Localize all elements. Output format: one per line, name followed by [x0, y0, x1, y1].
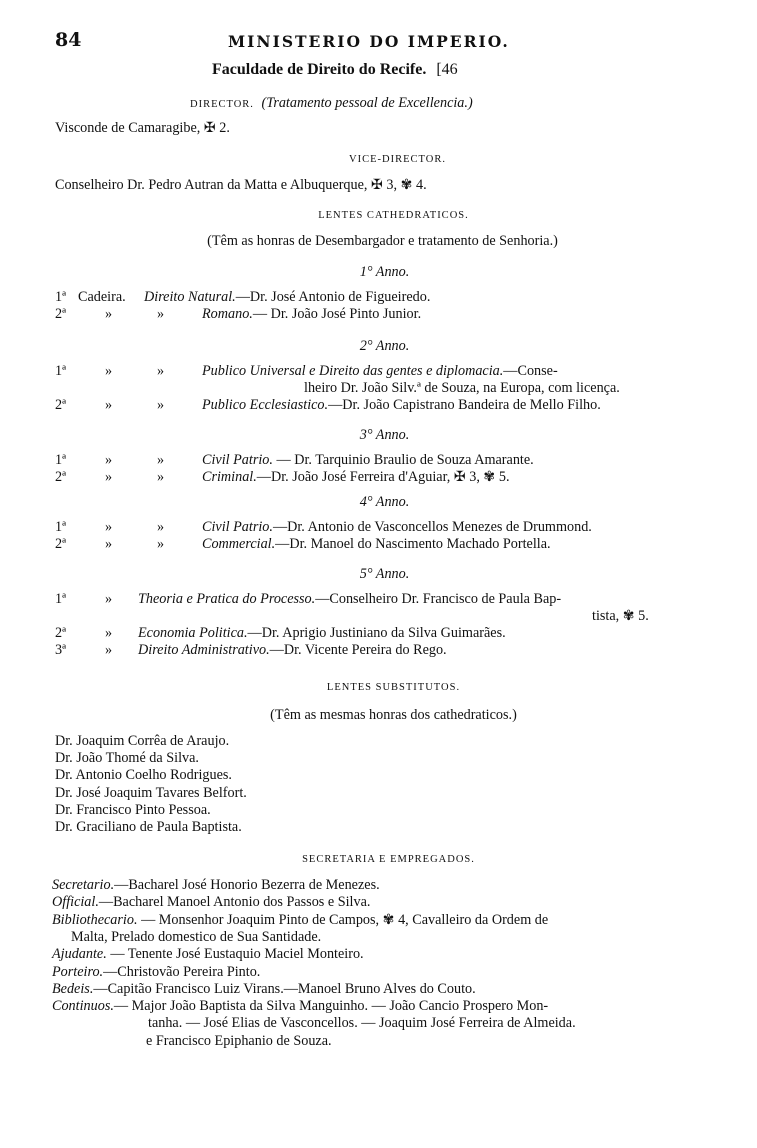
staff-role: Bibliothecario.: [52, 911, 138, 928]
staff-continuation: e Francisco Epiphanio de Souza.: [146, 1032, 332, 1049]
chair-subject: Criminal.: [202, 469, 257, 485]
chair-holder: — Dr. João José Pinto Junior.: [252, 306, 422, 322]
ditto-mark: »: [105, 536, 113, 552]
chair-number: 2ª: [55, 625, 67, 641]
staff-name: — Major João Baptista da Silva Manguinho. — João Cancio Prospero Mon-: [113, 998, 549, 1015]
faculty-title: Faculdade de Direito do Recife.: [212, 61, 427, 78]
chair-holder: —Conse-: [503, 363, 558, 379]
substitutos-label: LENTES SUBSTITUTOS.: [326, 682, 461, 693]
staff-continuation: tanha. — José Elias de Vasconcellos. — Joaquim José Ferreira de Almeida.: [148, 1015, 576, 1032]
ditto-mark: »: [105, 363, 113, 379]
chair-subject: Theoria e Pratica do Processo.: [138, 591, 316, 607]
staff-entry: [52, 998, 548, 1014]
chair-entry: [202, 452, 534, 468]
staff-entry: [52, 912, 548, 928]
ditto-mark: »: [105, 469, 113, 485]
chair-number: 2ª: [55, 397, 67, 413]
chair-number: 2ª: [55, 469, 67, 485]
staff-entry: [52, 964, 260, 980]
vice-director-label: VICE-DIRECTOR.: [349, 154, 446, 165]
chair-subject: Civil Patrio.: [202, 519, 273, 535]
director-heading: [190, 95, 473, 113]
ditto-mark: »: [157, 536, 165, 552]
year-heading: 1° Anno.: [359, 264, 410, 280]
secretaria-label: SECRETARIA E EMPREGADOS.: [302, 854, 475, 865]
chair-subject: Publico Ecclesiastico.: [202, 397, 329, 413]
faculty-heading: [212, 62, 458, 78]
substitute-name: Dr. Graciliano de Paula Baptista.: [55, 819, 242, 835]
staff-name: —Bacharel José Honorio Bezerra de Menezes.: [114, 877, 380, 893]
chair-entry: [202, 397, 601, 413]
chair-holder: —Dr. Aprigio Justiniano da Silva Guimarães.: [247, 625, 506, 641]
faculty-note: [46: [436, 61, 458, 78]
staff-name: —Bacharel Manoel Antonio dos Passos e Silva.: [98, 894, 371, 911]
chair-subject: Commercial.: [202, 536, 276, 552]
chair-number: 1ª: [55, 452, 67, 468]
ditto-mark: »: [157, 452, 165, 468]
staff-role: Bedeis.: [52, 980, 94, 997]
chair-number: 1ª: [55, 363, 67, 379]
cathedraticos-label: LENTES CATHEDRATICOS.: [318, 210, 469, 221]
substitute-name: Dr. Antonio Coelho Rodrigues.: [55, 767, 232, 784]
cathedraticos-honours: (Têm as honras de Desembargador e tratamento de Senhoria.): [207, 233, 558, 249]
chair-number: 1ª: [55, 289, 67, 305]
chair-subject: Direito Administrativo.: [138, 642, 270, 658]
chair-label: Cadeira.: [78, 289, 126, 305]
substitute-name: Dr. Joaquim Corrêa de Araujo.: [55, 733, 230, 749]
chair-entry: [202, 469, 510, 485]
chair-entry: [202, 306, 421, 322]
ditto-mark: »: [105, 625, 113, 641]
chair-subject: Direito Natural.: [144, 289, 236, 305]
ditto-mark: »: [157, 397, 165, 413]
chair-holder: —Dr. João Capistrano Bandeira de Mello Filho.: [328, 397, 601, 413]
chair-subject: Civil Patrio.: [202, 452, 273, 468]
staff-role: Secretario.: [52, 877, 115, 893]
ditto-mark: »: [105, 306, 113, 322]
chair-subject: Publico Universal e Direito das gentes e diplomacia.: [202, 363, 504, 379]
staff-entry: [52, 894, 370, 910]
chair-subject: Economia Politica.: [138, 625, 248, 641]
chair-number: 2ª: [55, 536, 67, 552]
page-number: 84: [55, 29, 82, 51]
chair-holder: —Dr. Antonio de Vasconcellos Menezes de Drummond.: [272, 519, 592, 535]
substitute-name: Dr. João Thomé da Silva.: [55, 750, 199, 767]
chair-holder: —Dr. Vicente Pereira do Rego.: [269, 642, 447, 658]
chair-holder: — Dr. Tarquinio Braulio de Souza Amarante.: [272, 452, 534, 468]
ditto-mark: »: [105, 591, 113, 607]
year-heading: 3° Anno.: [359, 427, 410, 443]
ditto-mark: »: [157, 363, 165, 379]
chair-entry: [144, 289, 430, 305]
substitute-name: Dr. José Joaquim Tavares Belfort.: [55, 784, 247, 801]
staff-name: —Capitão Francisco Luiz Virans.—Manoel Bruno Alves do Couto.: [93, 980, 476, 997]
chair-number: 1ª: [55, 591, 67, 607]
ditto-mark: »: [157, 306, 165, 322]
director-label: DIRECTOR.: [190, 99, 254, 110]
director-name: Visconde de Camaragibe, ✠ 2.: [55, 120, 230, 136]
year-heading: 2° Anno.: [359, 338, 410, 354]
chair-subject: Romano.: [202, 306, 253, 322]
ditto-mark: »: [105, 519, 113, 535]
chair-number: 1ª: [55, 519, 67, 535]
vice-director-name: Conselheiro Dr. Pedro Autran da Matta e Albuquerque, ✠ 3, ✾ 4.: [55, 177, 427, 193]
chair-continuation: tista, ✾ 5.: [592, 608, 649, 624]
staff-name: —Christovão Pereira Pinto.: [103, 963, 261, 980]
substitutos-honours: (Têm as mesmas honras dos cathedraticos.): [270, 707, 517, 723]
staff-continuation: Malta, Prelado domestico de Sua Santidade.: [71, 928, 322, 945]
running-title: MINISTERIO DO IMPERIO.: [228, 32, 510, 51]
chair-entry: [138, 591, 561, 607]
staff-role: Continuos.: [52, 998, 114, 1015]
staff-name: — Monsenhor Joaquim Pinto de Campos, ✾ 4, Cavalleiro da Ordem de: [137, 911, 549, 928]
chair-continuation: lheiro Dr. João Silv.ª de Souza, na Europa, com licença.: [304, 380, 620, 396]
chair-entry: [202, 519, 592, 535]
chair-holder: —Conselheiro Dr. Francisco de Paula Bap-: [315, 591, 562, 607]
staff-entry: [52, 877, 380, 893]
staff-entry: [52, 981, 476, 997]
chair-entry: [138, 625, 506, 641]
chair-holder: —Dr. João José Ferreira d'Aguiar, ✠ 3, ✾ 5.: [256, 469, 510, 485]
ditto-mark: »: [105, 397, 113, 413]
ditto-mark: »: [157, 469, 165, 485]
year-heading: 5° Anno.: [359, 566, 410, 582]
year-heading: 4° Anno.: [359, 494, 410, 510]
staff-entry: [52, 946, 364, 962]
chair-number: 3ª: [55, 642, 67, 658]
chair-entry: [202, 536, 551, 552]
substitute-name: Dr. Francisco Pinto Pessoa.: [55, 801, 211, 818]
chair-entry: [202, 363, 558, 379]
chair-number: 2ª: [55, 306, 67, 322]
ditto-mark: »: [105, 452, 113, 468]
staff-name: — Tenente José Eustaquio Maciel Monteiro.: [106, 946, 364, 963]
staff-role: Official.: [52, 894, 99, 911]
ditto-mark: »: [105, 642, 113, 658]
director-treatment: (Tratamento pessoal de Excellencia.): [261, 95, 473, 111]
chair-holder: —Dr. José Antonio de Figueiredo.: [235, 289, 431, 305]
ditto-mark: »: [157, 519, 165, 535]
staff-role: Porteiro.: [52, 963, 104, 980]
staff-role: Ajudante.: [52, 946, 107, 963]
chair-holder: —Dr. Manoel do Nascimento Machado Portella.: [275, 536, 551, 552]
chair-entry: [138, 642, 447, 658]
